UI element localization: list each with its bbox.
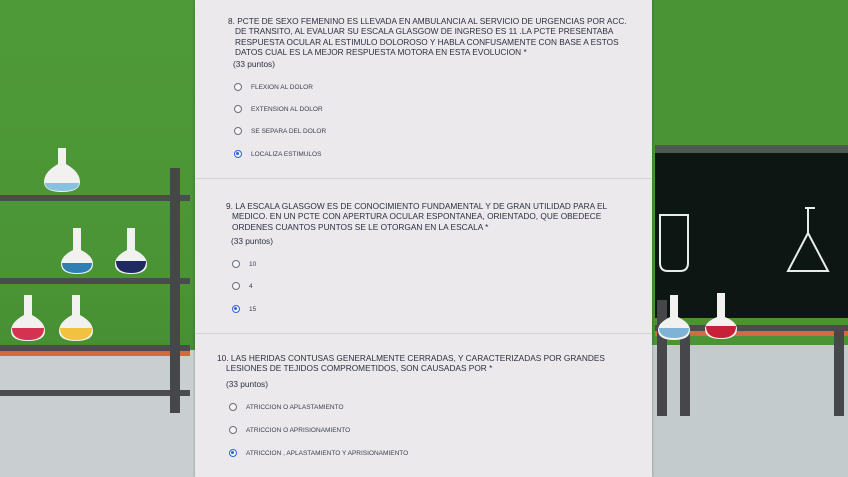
flask-drawing-icon: [788, 208, 828, 271]
radio-option[interactable]: [234, 127, 326, 135]
radio-option[interactable]: [229, 403, 344, 411]
form-card: [195, 0, 652, 477]
flask-icon: [10, 292, 46, 344]
flask-icon: [60, 225, 95, 277]
option-label: LOCALIZA ESTIMULOS: [251, 150, 322, 158]
question-text-line: ORDENES CUANTOS PUNTOS SE LE OTORGAN EN LA ESCALA *: [232, 221, 489, 232]
radio-option-selected[interactable]: [232, 305, 256, 313]
question-text-line: DE TRANSITO, AL EVALUAR SU ESCALA GLASGOW DE INGRESO ES 11 .LA PCTE PRESENTABA: [235, 26, 614, 37]
radio-option[interactable]: [234, 105, 323, 113]
shelf-post: [680, 330, 690, 416]
shelf-post: [170, 168, 180, 413]
shelf: [0, 390, 190, 396]
radio-option[interactable]: [234, 83, 313, 91]
option-label: ATRICCION O APRISIONAMIENTO: [246, 426, 351, 434]
question-text-line: MEDICO. EN UN PCTE CON APERTURA OCULAR ESPONTANEA, ORIENTADO, QUE OBEDECE: [232, 211, 602, 222]
question-text: [226, 201, 607, 232]
question-text-line: 8. PCTE DE SEXO FEMENINO ES LLEVADA EN AMBULANCIA AL SERVICIO DE URGENCIAS POR ACC.: [228, 16, 627, 26]
question-text: [228, 16, 627, 58]
radio-button-checked[interactable]: [234, 150, 242, 158]
beaker-drawing-icon: [660, 215, 688, 271]
option-label: SE SEPARA DEL DOLOR: [251, 127, 327, 135]
question-points: (33 puntos): [231, 236, 273, 246]
option-label: ATRICCION , APLASTAMIENTO Y APRISIONAMIENTO: [246, 449, 409, 457]
radio-option-selected[interactable]: [234, 150, 321, 158]
radio-button[interactable]: [234, 83, 242, 91]
shelf: [0, 278, 190, 284]
flask-icon: [42, 145, 82, 195]
option-label: 10: [249, 260, 257, 268]
radio-button-checked[interactable]: [232, 305, 240, 313]
shelf: [0, 195, 190, 201]
divider: [195, 333, 652, 334]
option-label: 15: [249, 305, 257, 313]
question-points: (33 puntos): [233, 59, 275, 69]
radio-option[interactable]: [232, 260, 256, 268]
radio-option[interactable]: [229, 426, 350, 434]
radio-button-checked[interactable]: [229, 449, 237, 457]
radio-button[interactable]: [234, 105, 242, 113]
option-label: EXTENSION AL DOLOR: [251, 105, 323, 113]
radio-option[interactable]: [232, 282, 253, 290]
shelf-post: [834, 330, 844, 416]
question-text-line: DATOS CUAL ES LA MEJOR RESPUESTA MOTORA EN ESTA EVOLUCION *: [235, 47, 527, 58]
question-text-line: 9. LA ESCALA GLASGOW ES DE CONOCIMIENTO FUNDAMENTAL Y DE GRAN UTILIDAD PARA EL: [226, 201, 608, 211]
question-text: [217, 353, 605, 374]
radio-button[interactable]: [229, 426, 237, 434]
radio-option-selected[interactable]: [229, 449, 408, 457]
shelf-stripe: [0, 351, 190, 356]
radio-button[interactable]: [229, 403, 237, 411]
radio-button[interactable]: [232, 260, 240, 268]
flask-icon: [58, 292, 94, 344]
flask-icon: [114, 225, 149, 277]
question-text-line: RESPUESTA OCULAR AL ESTIMULO DOLOROSO Y HABLA CONFUSAMENTE CON BASE A ESTOS: [235, 36, 619, 47]
radio-button[interactable]: [234, 127, 242, 135]
question-text-line: LESIONES DE TEJIDOS COMPROMETIDOS, SON CAUSADAS POR *: [226, 363, 493, 374]
option-label: ATRICCION O APLASTAMIENTO: [246, 403, 344, 411]
radio-button[interactable]: [232, 282, 240, 290]
option-label: 4: [249, 282, 253, 290]
flask-icon: [657, 292, 691, 342]
question-text-line: 10. LAS HERIDAS CONTUSAS GENERALMENTE CERRADAS, Y CARACTERIZADAS POR GRANDES: [217, 353, 605, 363]
option-label: FLEXION AL DOLOR: [251, 83, 313, 91]
flask-icon: [704, 290, 738, 342]
question-points: (33 puntos): [226, 379, 268, 389]
divider: [195, 178, 652, 179]
